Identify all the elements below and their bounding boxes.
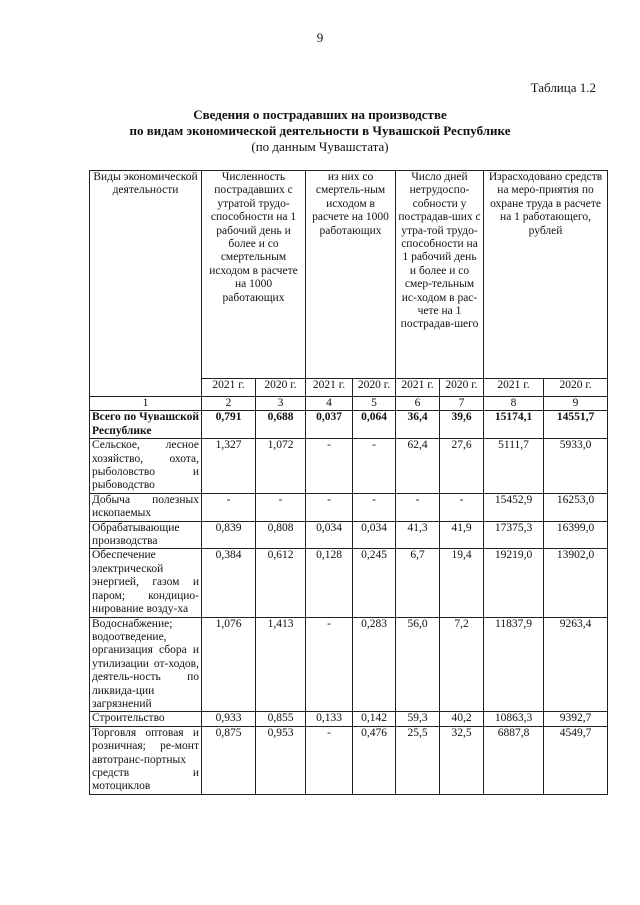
column-number: 9 — [544, 397, 608, 411]
column-number: 7 — [440, 397, 484, 411]
column-number: 5 — [353, 397, 396, 411]
table-cell: 5111,7 — [484, 439, 544, 494]
table-cell: 0,791 — [202, 411, 256, 439]
table-cell: 9263,4 — [544, 617, 608, 712]
column-number: 8 — [484, 397, 544, 411]
header-safety-spending: Израсходовано средств на меро-приятия по охране труда в расчете на 1 работающего, рублей — [484, 171, 608, 379]
table-cell: 0,133 — [306, 712, 353, 726]
table-cell: - — [396, 493, 440, 521]
table-cell: 56,0 — [396, 617, 440, 712]
table-cell: 6,7 — [396, 549, 440, 617]
table-row — [90, 411, 608, 439]
table-cell: 59,3 — [396, 712, 440, 726]
table-cell: - — [306, 439, 353, 494]
table-cell: 0,037 — [306, 411, 353, 439]
activity-name: Водоснабжение; водоотведение, организация сбора и утилизации от-ходов, деятель-ность по ликвида-ции загрязнений — [90, 617, 202, 712]
title-line-1: Сведения о пострадавших на производстве — [193, 107, 447, 122]
table-cell: 0,245 — [353, 549, 396, 617]
header-disability-days: Число дней нетрудоспо-собности у пострадав-ших с утра-той трудо-способности на 1 рабочий день и более и со смер-тельным ис-ходом в рас-чете на 1 пострадав-шего — [396, 171, 484, 379]
year-header: 2020 г. — [544, 378, 608, 396]
table-row — [90, 493, 608, 521]
activity-name: Обрабатывающие производства — [90, 521, 202, 549]
document-title — [0, 107, 640, 155]
column-number-row — [90, 397, 608, 411]
table-cell: 13902,0 — [544, 549, 608, 617]
table-cell: - — [306, 726, 353, 794]
table-cell: 0,476 — [353, 726, 396, 794]
column-number: 2 — [202, 397, 256, 411]
year-header: 2020 г. — [256, 378, 306, 396]
table-cell: 0,875 — [202, 726, 256, 794]
table-cell: 0,953 — [256, 726, 306, 794]
table-cell: - — [256, 493, 306, 521]
table-cell: 0,855 — [256, 712, 306, 726]
table-cell: 0,034 — [353, 521, 396, 549]
activity-name: Всего по Чувашской Республике — [90, 411, 202, 439]
table-cell: 6887,8 — [484, 726, 544, 794]
page-number: 9 — [316, 30, 324, 45]
table-cell: 25,5 — [396, 726, 440, 794]
year-header: 2020 г. — [440, 378, 484, 396]
activity-name: Торговля оптовая и розничная; ре-монт автотранс-портных средств и мотоциклов — [90, 726, 202, 794]
table-cell: 0,839 — [202, 521, 256, 549]
table-cell: 1,076 — [202, 617, 256, 712]
header-fatal-count: из них со смертель-ным исходом в расчете на 1000 работающих — [306, 171, 396, 379]
header-row — [90, 171, 608, 379]
table-cell: 4549,7 — [544, 726, 608, 794]
activity-name: Строительство — [90, 712, 202, 726]
table-cell: 16253,0 — [544, 493, 608, 521]
table-cell: 1,327 — [202, 439, 256, 494]
table-cell: 0,283 — [353, 617, 396, 712]
table-label: Таблица 1.2 — [530, 80, 596, 95]
table-row — [90, 521, 608, 549]
table-row — [90, 439, 608, 494]
table-cell: 19219,0 — [484, 549, 544, 617]
activity-name: Обеспечение электрической энергией, газом и паром; кондицио-нирование возду-ха — [90, 549, 202, 617]
table-body — [90, 411, 608, 794]
year-header: 2021 г. — [202, 378, 256, 396]
table-cell: 10863,3 — [484, 712, 544, 726]
column-number: 4 — [306, 397, 353, 411]
table-cell: 0,142 — [353, 712, 396, 726]
header-injured-count: Численность пострадавших с утратой трудо-способности на 1 рабочий день и более и со смертельным исходом в расчете на 1000 работающих — [202, 171, 306, 379]
table-cell: - — [306, 493, 353, 521]
activity-name: Сельское, лесное хозяйство, охота, рыболовство и рыбоводство — [90, 439, 202, 494]
table-cell: - — [353, 493, 396, 521]
year-header: 2020 г. — [353, 378, 396, 396]
table-cell: 15452,9 — [484, 493, 544, 521]
data-table — [89, 170, 608, 795]
table-cell: 0,808 — [256, 521, 306, 549]
title-line-3: (по данным Чувашстата) — [251, 139, 389, 154]
table-cell: 14551,7 — [544, 411, 608, 439]
table-row — [90, 617, 608, 712]
table-cell: 41,9 — [440, 521, 484, 549]
table-cell: 5933,0 — [544, 439, 608, 494]
column-number: 6 — [396, 397, 440, 411]
table-cell: 1,072 — [256, 439, 306, 494]
table-cell: - — [306, 617, 353, 712]
table-cell: 16399,0 — [544, 521, 608, 549]
table-cell: 11837,9 — [484, 617, 544, 712]
table-cell: 39,6 — [440, 411, 484, 439]
table-cell: 40,2 — [440, 712, 484, 726]
table-row — [90, 712, 608, 726]
table-cell: - — [353, 439, 396, 494]
title-line-2: по видам экономической деятельности в Чувашской Республике — [129, 123, 511, 138]
table-cell: 15174,1 — [484, 411, 544, 439]
table-cell: 0,128 — [306, 549, 353, 617]
table-cell: 0,688 — [256, 411, 306, 439]
table-cell: 0,064 — [353, 411, 396, 439]
table-cell: 1,413 — [256, 617, 306, 712]
year-header: 2021 г. — [396, 378, 440, 396]
table-cell: 9392,7 — [544, 712, 608, 726]
table-cell: 7,2 — [440, 617, 484, 712]
table-cell: 19,4 — [440, 549, 484, 617]
table-cell: 36,4 — [396, 411, 440, 439]
table-cell: - — [202, 493, 256, 521]
table-cell: 62,4 — [396, 439, 440, 494]
header-activity-type: Виды экономической деятельности — [90, 171, 202, 397]
table-row — [90, 726, 608, 794]
table-cell: 32,5 — [440, 726, 484, 794]
table-cell: 0,384 — [202, 549, 256, 617]
activity-name: Добыча полезных ископаемых — [90, 493, 202, 521]
year-header: 2021 г. — [484, 378, 544, 396]
year-header: 2021 г. — [306, 378, 353, 396]
table-cell: 0,933 — [202, 712, 256, 726]
table-cell: 0,612 — [256, 549, 306, 617]
table-cell: 0,034 — [306, 521, 353, 549]
table-cell: 27,6 — [440, 439, 484, 494]
table-row — [90, 549, 608, 617]
table-cell: 41,3 — [396, 521, 440, 549]
table-cell: 17375,3 — [484, 521, 544, 549]
column-number: 3 — [256, 397, 306, 411]
table-cell: - — [440, 493, 484, 521]
column-number: 1 — [90, 397, 202, 411]
